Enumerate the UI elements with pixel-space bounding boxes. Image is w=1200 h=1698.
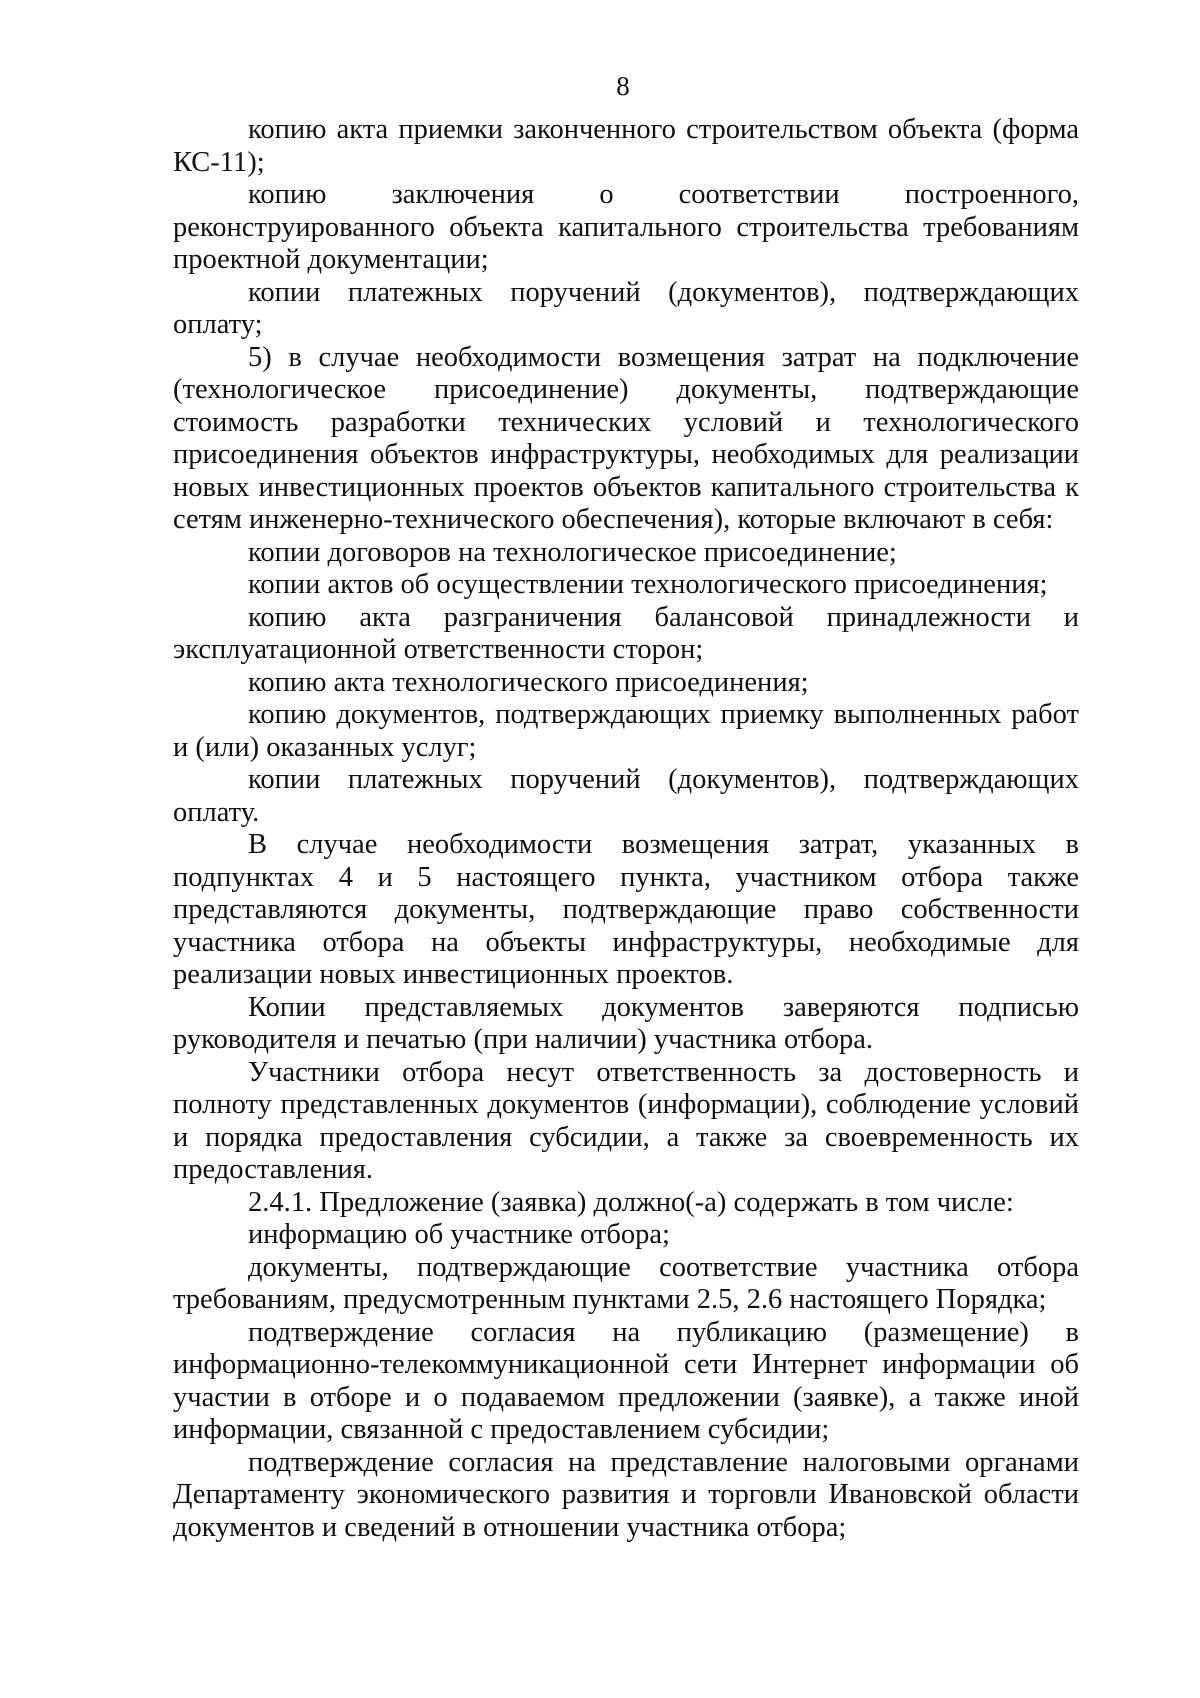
paragraph: копию заключения о соответствии построенного, реконструированного объекта капитального строительства требованиям проектной документации; xyxy=(173,179,1079,275)
paragraph: Участники отбора несут ответственность за достоверность и полноту представленных документов (информации), соблюдение условий и порядка предоставления субсидии, а также за своевременность их предоставления. xyxy=(173,1056,1079,1185)
page-number: 8 xyxy=(616,71,630,101)
paragraph: В случае необходимости возмещения затрат, указанных в подпунктах 4 и 5 настоящего пункта, участником отбора также представляются документы, подтверждающие право собственности участника отбора на объекты инфраструктуры, необходимые для реализации новых инвестиционных проектов. xyxy=(173,829,1079,990)
paragraph: 2.4.1. Предложение (заявка) должно(-а) содержать в том числе: xyxy=(248,1186,1014,1218)
paragraph: копии платежных поручений (документов), подтверждающих оплату; xyxy=(173,276,1079,340)
paragraph: копии договоров на технологическое присоединение; xyxy=(248,536,897,568)
paragraph: копию документов, подтверждающих приемку выполненных работ и (или) оказанных услуг; xyxy=(173,699,1079,763)
document-body xyxy=(173,114,1079,1544)
paragraph: копии актов об осуществлении технологического присоединения; xyxy=(248,569,1048,600)
paragraph: Копии представляемых документов заверяются подписью руководителя и печатью (при наличии) участника отбора. xyxy=(173,991,1079,1055)
paragraph: копии платежных поручений (документов), подтверждающих оплату. xyxy=(173,764,1079,828)
paragraph: подтверждение согласия на представление налоговыми органами Департаменту экономического развития и торговли Ивановской области документов и сведений в отношении участника отбора; xyxy=(173,1446,1079,1543)
paragraph: 5) в случае необходимости возмещения затрат на подключение (технологическое присоединение) документы, подтверждающие стоимость разработки технических условий и технологического присоединения объектов инфраструктуры, необходимых для реализации новых инвестиционных проектов объектов капитального строительства к сетям инженерно-технического обеспечения), которые включают в себя: xyxy=(173,341,1079,535)
paragraph: копию акта технологического присоединения; xyxy=(248,666,809,698)
paragraph: копию акта приемки законченного строительством объекта (форма КС-11); xyxy=(173,114,1079,178)
paragraph: подтверждение согласия на публикацию (размещение) в информационно-телекоммуникационной сети Интернет информации об участии в отборе и о подаваемом предложении (заявке), а также иной информации, связанной с предоставлением субсидии; xyxy=(173,1316,1079,1445)
paragraph: информацию об участнике отбора; xyxy=(248,1219,670,1250)
paragraph: документы, подтверждающие соответствие участника отбора требованиям, предусмотренным пунктами 2.5, 2.6 настоящего Порядка; xyxy=(173,1251,1079,1315)
paragraph: копию акта разграничения балансовой принадлежности и эксплуатационной ответственности сторон; xyxy=(173,601,1079,665)
